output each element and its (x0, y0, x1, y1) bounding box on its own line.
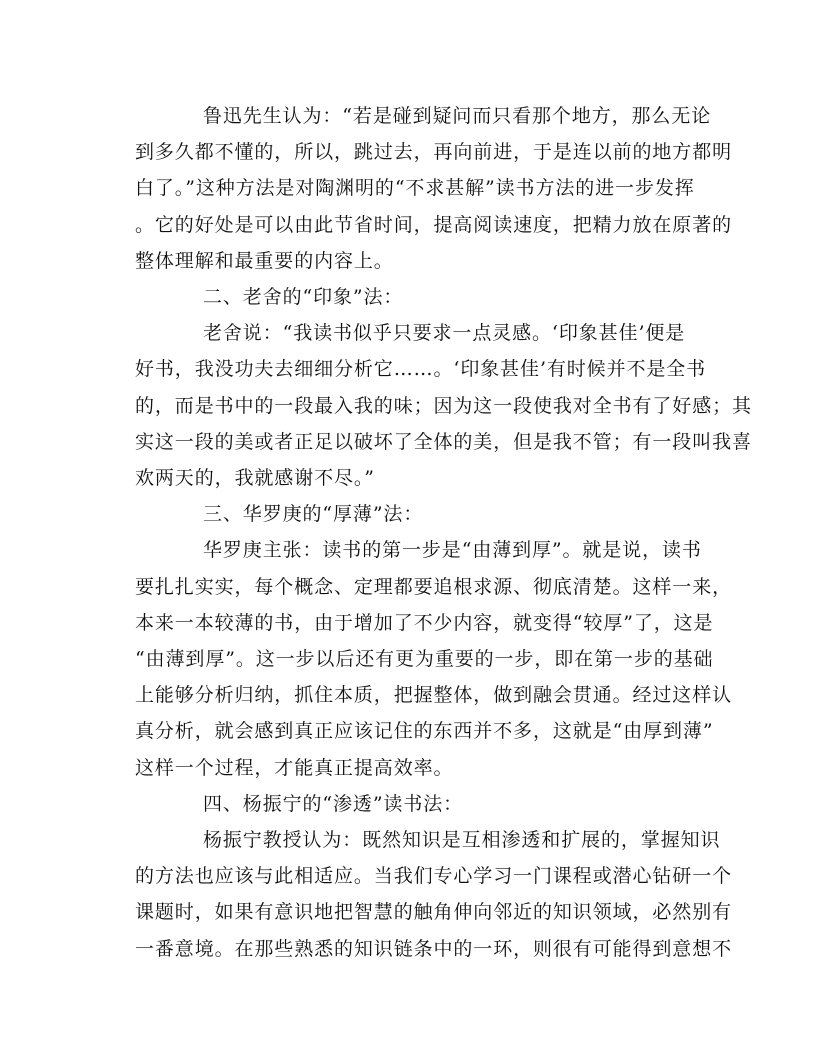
section-heading-yang-zhenning (135, 786, 688, 822)
text-line: 的，而是书中的一段最入我的味；因为这一段使我对全书有了好感；其 (135, 394, 752, 417)
text-line: 好书，我没功夫去细细分析它……。‘印象甚佳’有时候并不是全书 (135, 358, 707, 381)
text-line: 真分析，就会感到真正应该记住的东西并不多，这就是“由厚到薄” (135, 720, 714, 743)
text-line: 上能够分析归纳，抓住本质，把握整体，做到融会贯通。经过这样认 (135, 684, 733, 707)
text-line: 一番意境。在那些熟悉的知识链条中的一环，则很有可能得到意想不 (135, 937, 733, 960)
text-line: 实这一段的美或者正足以破坏了全体的美，但是我不管；有一段叫我喜 (135, 430, 752, 453)
text-line: 整体理解和最重要的内容上。 (135, 249, 394, 272)
text-line: 杨振宁教授认为：既然知识是互相渗透和扩展的，掌握知识 (203, 829, 721, 852)
document-body (135, 98, 752, 967)
paragraph-hua-luogeng (135, 532, 733, 785)
text-line: 到多久都不懂的，所以，跳过去，再向前进，于是连以前的地方都明 (135, 141, 733, 164)
text-line: 鲁迅先生认为：“若是碰到疑问而只看那个地方，那么无论 (203, 105, 712, 127)
section-heading-hua-luogeng (135, 496, 688, 532)
paragraph-lu-xun-quote (135, 98, 733, 279)
text-line: 老舍说：“我读书似乎只要求一点灵感。‘印象甚佳’便是 (203, 322, 686, 345)
heading-line: 四、杨振宁的“渗透”读书法： (203, 792, 464, 815)
text-line: 。它的好处是可以由此节省时间，提高阅读速度，把精力放在原著的 (135, 213, 733, 236)
text-line: 华罗庚主张：读书的第一步是“由薄到厚”。就是说，读书 (203, 539, 702, 562)
paragraph-lao-she-quote (135, 315, 752, 496)
paragraph-yang-zhenning (135, 822, 733, 967)
text-line: 要扎扎实实，每个概念、定理都要追根求源、彻底清楚。这样一来， (135, 575, 733, 598)
heading-line: 二、老舍的“印象”法： (203, 286, 404, 309)
text-line: 本来一本较薄的书，由于增加了不少内容，就变得“较厚”了，这是 (135, 611, 714, 634)
text-line: 这样一个过程，才能真正提高效率。 (135, 756, 454, 779)
section-heading-lao-she (135, 279, 688, 315)
text-line: 欢两天的，我就感谢不尽。” (135, 467, 375, 490)
text-line: 白了。”这种方法是对陶渊明的“不求甚解”读书方法的进一步发挥 (135, 177, 695, 200)
heading-line: 三、华罗庚的“厚薄”法： (203, 503, 424, 526)
text-line: “由薄到厚”。这一步以后还有更为重要的一步，即在第一步的基础 (135, 648, 714, 671)
text-line: 课题时，如果有意识地把智慧的触角伸向邻近的知识领域，必然别有 (135, 901, 733, 924)
text-line: 的方法也应该与此相适应。当我们专心学习一门课程或潜心钻研一个 (135, 865, 733, 888)
